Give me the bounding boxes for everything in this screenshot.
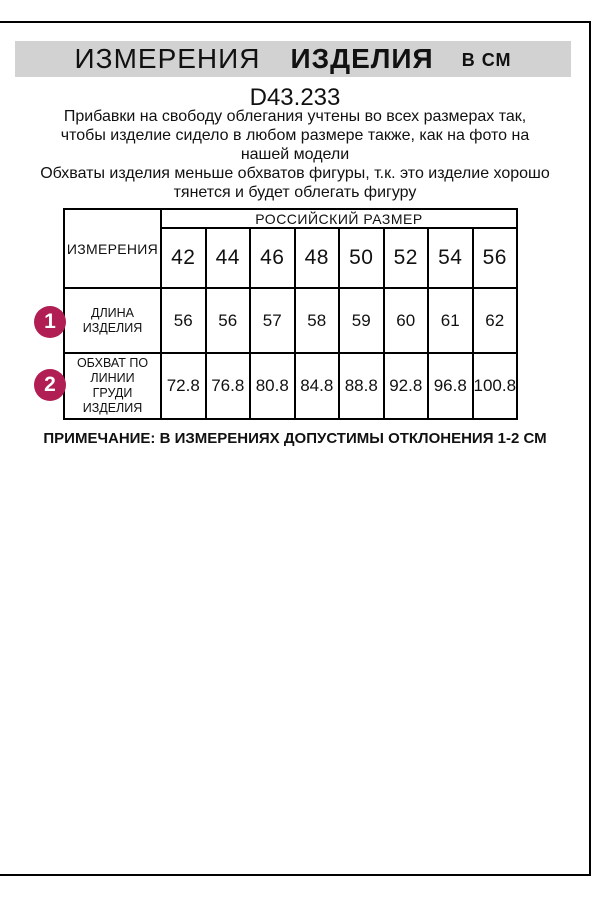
title-bar [15,41,571,77]
size-column-header: 42 [161,228,206,288]
tolerance-note: ПРИМЕЧАНИЕ: В ИЗМЕРЕНИЯХ ДОПУСТИМЫ ОТКЛОНЕНИЯ 1-2 СМ [43,430,547,447]
chest-value: 80.8 [250,353,295,419]
size-column-header: 54 [428,228,473,288]
row-label-length: ДЛИНА ИЗДЕЛИЯ [64,288,161,353]
intro-paragraph-fit: Прибавки на свободу облегания учтены во всех размерах так, чтобы изделие сидело в любом размере также, как на фото на нашей модели [60,108,530,163]
size-column-header: 56 [473,228,518,288]
page-frame-right-border [589,21,591,876]
row-number-badge-2: 2 [34,369,66,401]
chest-value: 100.8 [473,353,518,419]
table-row-chest [64,353,517,419]
page-frame-bottom-border [0,874,591,876]
chest-value: 92.8 [384,353,429,419]
title-word-measurements: ИЗМЕРЕНИЯ [74,43,261,74]
intro-text [40,107,550,202]
length-value: 62 [473,288,518,353]
length-value: 56 [161,288,206,353]
length-value: 57 [250,288,295,353]
chest-value: 72.8 [161,353,206,419]
length-value: 56 [206,288,251,353]
size-column-header: 46 [250,228,295,288]
size-column-header: 44 [206,228,251,288]
chest-value: 88.8 [339,353,384,419]
table-group-header-russian-size: РОССИЙСКИЙ РАЗМЕР [161,209,517,228]
row-number-badge-1: 1 [34,306,66,338]
length-value: 61 [428,288,473,353]
page-frame-top-border [0,21,591,23]
size-column-header: 50 [339,228,384,288]
table-corner-header: ИЗМЕРЕНИЯ [64,209,161,288]
length-value: 58 [295,288,340,353]
chest-value: 84.8 [295,353,340,419]
chest-value: 76.8 [206,353,251,419]
title-units-label: В СМ [461,50,512,70]
length-value: 60 [384,288,429,353]
intro-paragraph-stretch: Обхваты изделия меньше обхватов фигуры, т.к. это изделие хорошо тянется и будет облегать фигуру [40,165,550,201]
table-row-length [64,288,517,353]
length-value: 59 [339,288,384,353]
article-number: D43.233 [249,84,341,111]
size-column-header: 48 [295,228,340,288]
size-column-header: 52 [384,228,429,288]
chest-value: 96.8 [428,353,473,419]
title-word-garment: ИЗДЕЛИЯ [290,43,434,74]
table-group-header-row [64,209,517,228]
row-label-chest: ОБХВАТ ПО ЛИНИИ ГРУДИ ИЗДЕЛИЯ [64,353,161,419]
size-table [63,208,518,420]
